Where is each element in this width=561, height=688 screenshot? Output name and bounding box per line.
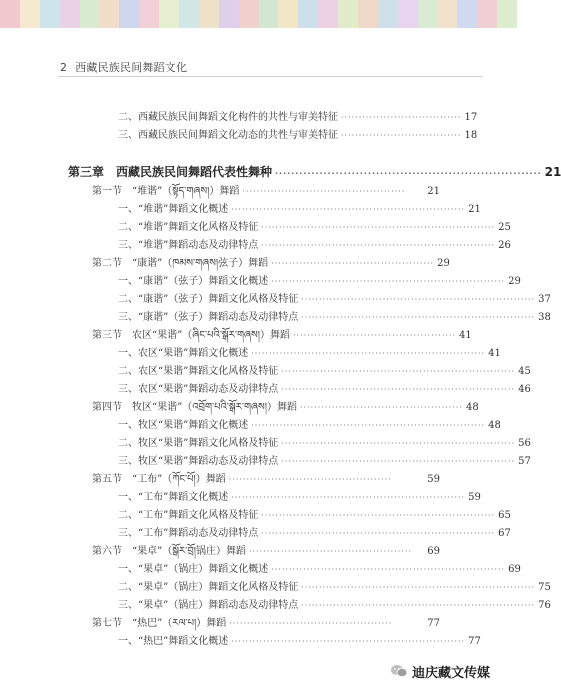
stripe-segment (318, 0, 338, 28)
stripe-segment (358, 0, 378, 28)
toc-entry-sub[interactable]: 二、“堆谐”舞蹈文化风格及特征 ·································································· 25 (118, 222, 511, 233)
toc-entry-section[interactable]: 第七节 “热巴”（རལ་པ།）舞蹈 ·············································· 77 (92, 618, 440, 629)
stripe-segment (239, 0, 259, 28)
toc-entry-section[interactable]: 第五节 “工布”（ཀོང་པོ།）舞蹈 ·············································· 59 (92, 474, 440, 485)
stripe-segment (219, 0, 239, 28)
toc-entry-sub[interactable]: 三、“堆谐”舞蹈动态及动律特点 ·································································· 26 (118, 240, 511, 251)
toc-entry-sub[interactable]: 一、“工布”舞蹈文化概述 ·································································· 59 (118, 492, 481, 503)
toc-entry-sub[interactable]: 三、“果卓”（锅庄）舞蹈动态及动律特点 ·································································· 76 (118, 600, 551, 611)
toc-entry-sub[interactable]: 一、“果卓”（锅庄）舞蹈文化概述 ·································································· 69 (118, 564, 521, 575)
stripe-segment (418, 0, 438, 28)
toc-entry-chapter[interactable]: 第三章 西藏民族民间舞蹈代表性舞种 ·································································· 21 (68, 165, 561, 179)
book-title: 西藏民族民间舞蹈文化 (75, 61, 188, 74)
stripe-segment (119, 0, 139, 28)
toc-entry-sub[interactable]: 二、“工布”舞蹈文化风格及特征 ·································································· 65 (118, 510, 511, 521)
stripe-segment (378, 0, 398, 28)
toc-entry-section[interactable]: 第六节 “果卓”（སྒོར་བྲོ།锅庄）舞蹈 ·············································· 69 (92, 546, 440, 557)
stripe-segment (0, 0, 20, 28)
stripe-segment (457, 0, 477, 28)
decorative-stripe-bar (0, 0, 517, 28)
wechat-icon (390, 664, 408, 678)
toc-entry-sub[interactable]: 三、西藏民族民间舞蹈文化动态的共性与审美特征 ·································· 18 (118, 130, 478, 141)
stripe-segment (40, 0, 60, 28)
stripe-segment (497, 0, 517, 28)
toc-entry-sub[interactable]: 一、“堆谐”舞蹈文化概述 ·································································· 21 (118, 204, 481, 215)
toc-entry-section[interactable]: 第四节 牧区“果谐”（འབྲོག་པའི་སྒོར་གཞས།）舞蹈 ·············································· 48 (92, 402, 479, 413)
page-number: 2 (60, 61, 68, 74)
toc-entry-sub[interactable]: 二、牧区“果谐”舞蹈文化风格及特征 ·································································· 56 (118, 438, 531, 449)
stripe-segment (99, 0, 119, 28)
watermark-text: 迪庆藏文传媒 (412, 665, 491, 681)
toc-entry-section[interactable]: 第三节 农区“果谐”（ཞིང་པའི་སྒོར་གཞས།）舞蹈 ·············································· 41 (92, 330, 472, 341)
stripe-segment (199, 0, 219, 28)
toc-entry-sub[interactable]: 二、西藏民族民间舞蹈文化构件的共性与审美特征 ·································· 17 (118, 112, 478, 123)
stripe-segment (438, 0, 458, 28)
stripe-segment (80, 0, 100, 28)
stripe-segment (159, 0, 179, 28)
running-head (60, 59, 460, 75)
stripe-segment (139, 0, 159, 28)
toc-entry-sub[interactable]: 一、“热巴”舞蹈文化概述 ·································································· 77 (118, 636, 481, 647)
stripe-segment (60, 0, 80, 28)
stripe-segment (338, 0, 358, 28)
stripe-segment (179, 0, 199, 28)
toc-entry-section[interactable]: 第一节 “堆谐”（སྟོད་གཞས།）舞蹈 ·············································· 21 (92, 186, 440, 197)
stripe-segment (477, 0, 497, 28)
toc-entry-sub[interactable]: 二、“果卓”（锅庄）舞蹈文化风格及特征 ·································································· 75 (118, 582, 551, 593)
toc-entry-sub[interactable]: 三、“工布”舞蹈动态及动律特点 ·································································· 67 (118, 528, 511, 539)
stripe-segment (298, 0, 318, 28)
toc-entry-sub[interactable]: 一、牧区“果谐”舞蹈文化概述 ·································································· 48 (118, 420, 501, 431)
header-rule (58, 76, 482, 77)
toc-entry-sub[interactable]: 三、农区“果谐”舞蹈动态及动律特点 ·································································· 46 (118, 384, 531, 395)
watermark (390, 660, 515, 682)
toc-entry-sub[interactable]: 一、农区“果谐”舞蹈文化概述 ·································································· 41 (118, 348, 501, 359)
toc-entry-sub[interactable]: 一、“康谐”（弦子）舞蹈文化概述 ·································································· 29 (118, 276, 521, 287)
stripe-segment (259, 0, 279, 28)
stripe-segment (278, 0, 298, 28)
toc-entry-sub[interactable]: 三、“康谐”（弦子）舞蹈动态及动律特点 ·································································· 38 (118, 312, 551, 323)
toc-entry-sub[interactable]: 二、“康谐”（弦子）舞蹈文化风格及特征 ·································································· 37 (118, 294, 551, 305)
stripe-segment (398, 0, 418, 28)
toc-entry-sub[interactable]: 三、牧区“果谐”舞蹈动态及动律特点 ·································································· 57 (118, 456, 531, 467)
toc-entry-sub[interactable]: 二、农区“果谐”舞蹈文化风格及特征 ·································································· 45 (118, 366, 531, 377)
stripe-segment (20, 0, 40, 28)
toc-entry-section[interactable]: 第二节 “康谐”（ཁམས་གཞས།弦子）舞蹈 ·············································· 29 (92, 258, 450, 269)
